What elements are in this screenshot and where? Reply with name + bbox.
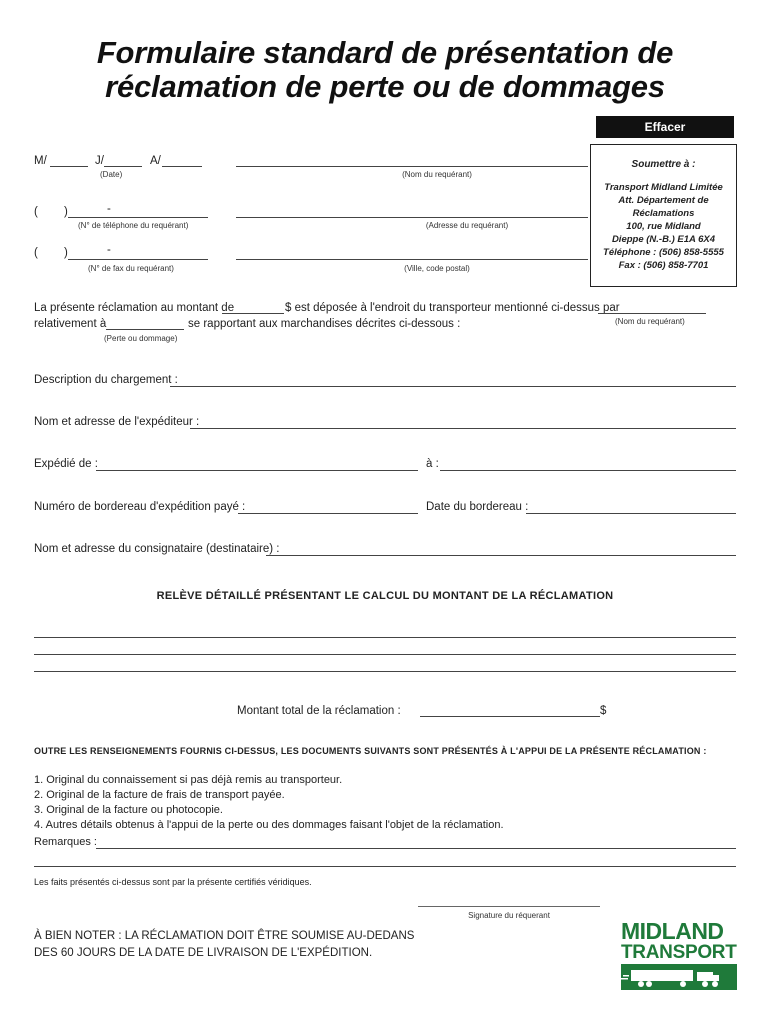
certify-text: Les faits présentés ci-dessus sont par la présente certifiés véridiques. bbox=[34, 877, 312, 887]
logo-word-transport: TRANSPORT bbox=[621, 942, 737, 963]
submit-to-line: Téléphone : (506) 858-5555 bbox=[603, 247, 724, 258]
form-title-line1: Formulaire standard de présentation de bbox=[96, 35, 674, 70]
loss-type-field[interactable] bbox=[106, 329, 184, 330]
phone-open-paren: ( bbox=[34, 206, 38, 218]
fax-caption: (N° de fax du requérant) bbox=[88, 264, 174, 273]
phone-dash: - bbox=[107, 203, 111, 215]
documents-heading: OUTRE LES RENSEIGNEMENTS FOURNIS CI-DESSUS, LES DOCUMENTS SUIVANTS SONT PRÉSENTÉS À L'APPUI DE LA PRÉSENTE RÉCLAMATION : bbox=[34, 746, 707, 756]
phone-field[interactable] bbox=[68, 217, 208, 218]
document-item: 3. Original de la facture ou photocopie. bbox=[34, 804, 223, 816]
requester-address-caption: (Adresse du requérant) bbox=[425, 221, 509, 230]
waybill-field[interactable] bbox=[238, 513, 418, 514]
claim-by-name-field[interactable] bbox=[598, 313, 706, 314]
submit-to-line: Att. Département de bbox=[618, 195, 709, 206]
requester-city-field[interactable] bbox=[236, 259, 588, 260]
signature-field[interactable] bbox=[418, 906, 600, 907]
remarks-field-2[interactable] bbox=[34, 866, 736, 867]
waybill-label: Numéro de bordereau d'expédition payé : bbox=[34, 501, 246, 513]
fax-field[interactable] bbox=[68, 259, 208, 260]
truck-icon bbox=[621, 964, 737, 990]
claim-text-part3: relativement à bbox=[34, 318, 107, 330]
document-item: 4. Autres détails obtenus à l'appui de la perte ou des dommages faisant l'objet de la réclamation. bbox=[34, 819, 504, 831]
midland-transport-logo bbox=[621, 920, 739, 990]
waybill-date-label: Date du bordereau : bbox=[426, 501, 529, 513]
submit-to-line: Dieppe (N.-B.) E1A 6X4 bbox=[611, 234, 716, 245]
shipper-field[interactable] bbox=[190, 428, 736, 429]
shipper-label: Nom et adresse de l'expéditeur : bbox=[34, 416, 200, 428]
requester-address-field[interactable] bbox=[236, 217, 588, 218]
document-item: 2. Original de la facture de frais de transport payée. bbox=[34, 789, 285, 801]
claim-amount-field[interactable] bbox=[222, 313, 284, 314]
requester-city-caption: (Ville, code postal) bbox=[404, 264, 470, 273]
requester-name-caption: (Nom du requérant) bbox=[402, 170, 472, 179]
submit-to-box bbox=[590, 144, 737, 287]
claim-text-part4: se rapportant aux marchandises décrites ci-dessous : bbox=[188, 318, 461, 330]
shipped-from-label: Expédié de : bbox=[34, 458, 98, 470]
total-label: Montant total de la réclamation : bbox=[237, 705, 401, 717]
shipped-to-field[interactable] bbox=[440, 470, 736, 471]
date-day-field[interactable] bbox=[104, 166, 142, 167]
submit-to-address bbox=[591, 181, 736, 272]
deadline-notice bbox=[34, 928, 414, 962]
consignee-field[interactable] bbox=[266, 555, 736, 556]
date-year-field[interactable] bbox=[162, 166, 202, 167]
date-day-label: J/ bbox=[95, 155, 104, 167]
consignee-label: Nom et adresse du consignataire (destinataire) : bbox=[34, 543, 280, 555]
submit-to-line: Fax : (506) 858-7701 bbox=[618, 260, 709, 271]
submit-to-line: Réclamations bbox=[632, 208, 695, 219]
shipped-from-field[interactable] bbox=[96, 470, 418, 471]
waybill-date-field[interactable] bbox=[526, 513, 736, 514]
remarks-field[interactable] bbox=[96, 848, 736, 849]
remarks-label: Remarques : bbox=[34, 836, 97, 848]
cargo-field[interactable] bbox=[170, 386, 736, 387]
phone-close-paren: ) bbox=[64, 206, 68, 218]
form-title-line2: réclamation de perte ou de dommages bbox=[105, 69, 665, 104]
statement-line[interactable] bbox=[34, 637, 736, 638]
fax-open-paren: ( bbox=[34, 247, 38, 259]
deadline-notice-line2: DES 60 JOURS DE LA DATE DE LIVRAISON DE L'EXPÉDITION. bbox=[34, 947, 373, 959]
requester-name-field[interactable] bbox=[236, 166, 588, 167]
submit-to-line: 100, rue Midland bbox=[626, 221, 701, 232]
fax-dash: - bbox=[107, 244, 111, 256]
logo-word-midland: MIDLAND bbox=[621, 918, 724, 944]
shipped-to-label: à : bbox=[426, 458, 439, 470]
total-field[interactable] bbox=[420, 716, 600, 717]
claim-text-part2: $ est déposée à l'endroit du transporteur mentionné ci-dessus par bbox=[285, 302, 620, 314]
phone-caption: (N° de téléphone du requérant) bbox=[78, 221, 189, 230]
clear-button[interactable]: Effacer bbox=[596, 116, 734, 138]
deadline-notice-line1: À BIEN NOTER : LA RÉCLAMATION DOIT ÊTRE SOUMISE AU-DEDANS bbox=[34, 930, 415, 942]
statement-line[interactable] bbox=[34, 654, 736, 655]
submit-to-line: Transport Midland Limitée bbox=[604, 182, 723, 193]
signature-caption: Signature du réquerant bbox=[468, 911, 550, 920]
date-month-label: M/ bbox=[34, 155, 47, 167]
statement-line[interactable] bbox=[34, 671, 736, 672]
cargo-label: Description du chargement : bbox=[34, 374, 178, 386]
submit-to-heading: Soumettre à : bbox=[631, 159, 696, 170]
document-item: 1. Original du connaissement si pas déjà remis au transporteur. bbox=[34, 774, 343, 786]
claim-name-caption: (Nom du requérant) bbox=[615, 317, 685, 326]
date-year-label: A/ bbox=[150, 155, 161, 167]
date-month-field[interactable] bbox=[50, 166, 88, 167]
claim-text-part1: La présente réclamation au montant de bbox=[34, 302, 235, 314]
loss-caption: (Perte ou dommage) bbox=[104, 334, 178, 343]
total-currency: $ bbox=[600, 705, 607, 717]
fax-close-paren: ) bbox=[64, 247, 68, 259]
date-caption: (Date) bbox=[100, 170, 123, 179]
statement-heading: RELÈVE DÉTAILLÉ PRÉSENTANT LE CALCUL DU MONTANT DE LA RÉCLAMATION bbox=[156, 590, 614, 602]
